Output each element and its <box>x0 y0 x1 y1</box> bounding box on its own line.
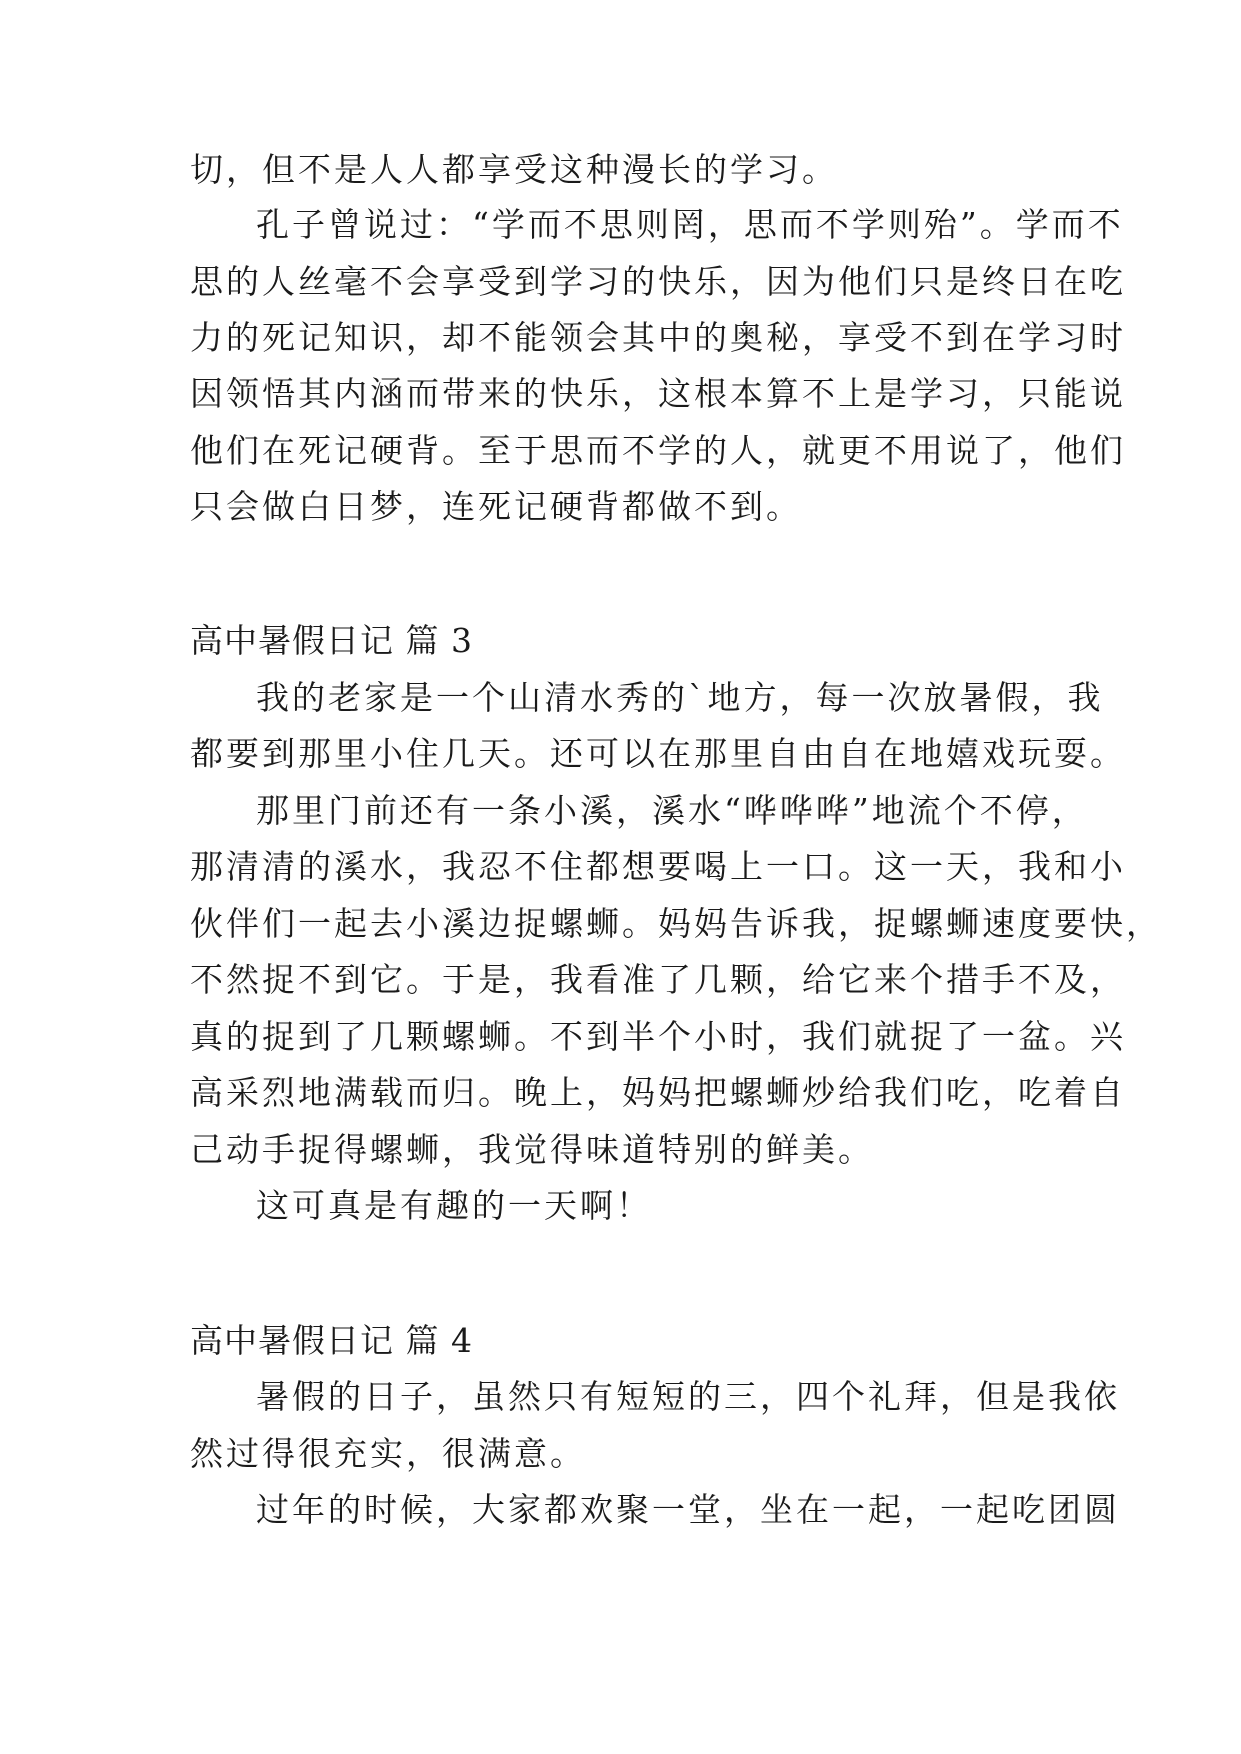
paragraph-line: 孔子曾说过：“学而不思则罔，思而不学则殆”。学而不 <box>256 205 1124 244</box>
paragraph-line: 思的人丝毫不会享受到学习的快乐，因为他们只是终日在吃 <box>190 262 1126 301</box>
paragraph-line: 切，但不是人人都享受这种漫长的学习。 <box>190 150 838 189</box>
paragraph-line: 过年的时候，大家都欢聚一堂，坐在一起，一起吃团圆 <box>256 1490 1120 1529</box>
paragraph-line: 己动手捉得螺蛳，我觉得味道特别的鲜美。 <box>190 1130 874 1169</box>
paragraph-line: 高采烈地满载而归。晚上，妈妈把螺蛳炒给我们吃，吃着自 <box>190 1073 1126 1112</box>
paragraph-line: 伙伴们一起去小溪边捉螺蛳。妈妈告诉我，捉螺蛳速度要快， <box>190 904 1162 943</box>
paragraph-line: 力的死记知识，却不能领会其中的奥秘，享受不到在学习时 <box>190 318 1126 357</box>
section-heading: 高中暑假日记 篇 4 <box>190 1321 473 1360</box>
paragraph-line: 不然捉不到它。于是，我看准了几颗，给它来个措手不及， <box>190 960 1126 999</box>
paragraph-line: 只会做白日梦，连死记硬背都做不到。 <box>190 487 802 526</box>
paragraph-line: 我的老家是一个山清水秀的`地方，每一次放暑假，我 <box>256 678 1104 717</box>
paragraph-line: 都要到那里小住几天。还可以在那里自由自在地嬉戏玩耍。 <box>190 734 1126 773</box>
paragraph-line: 这可真是有趣的一天啊！ <box>256 1186 652 1225</box>
paragraph-line: 他们在死记硬背。至于思而不学的人，就更不用说了，他们 <box>190 431 1126 470</box>
paragraph-line: 真的捉到了几颗螺蛳。不到半个小时，我们就捉了一盆。兴 <box>190 1017 1126 1056</box>
paragraph-line: 那里门前还有一条小溪，溪水“哗哗哗”地流个不停， <box>256 791 1088 830</box>
paragraph-line: 因领悟其内涵而带来的快乐，这根本算不上是学习，只能说 <box>190 374 1126 413</box>
paragraph-line: 暑假的日子，虽然只有短短的三，四个礼拜，但是我依 <box>256 1377 1120 1416</box>
section-heading: 高中暑假日记 篇 3 <box>190 621 473 660</box>
paragraph-line: 然过得很充实，很满意。 <box>190 1434 586 1473</box>
paragraph-line: 那清清的溪水，我忍不住都想要喝上一口。这一天，我和小 <box>190 847 1126 886</box>
